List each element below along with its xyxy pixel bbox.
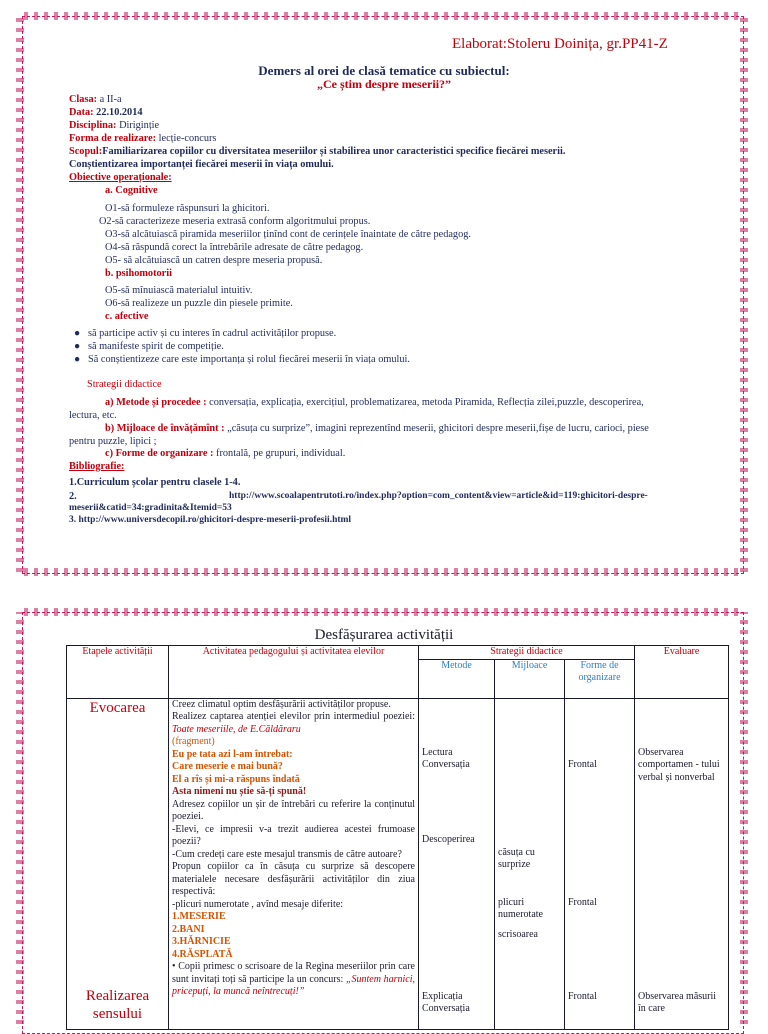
decorative-border: [740, 16, 748, 572]
forms-cell: [565, 698, 635, 1029]
poem-fragment: (fragment): [172, 736, 215, 747]
poem-title: Toate meseriile, de E.Căldăraru: [172, 723, 301, 735]
bibliography-item: 2.: [69, 491, 77, 502]
poem-verse: Eu pe tata azi l-am întrebat:: [172, 748, 293, 760]
date-line: [69, 106, 143, 119]
decorative-border: [16, 16, 24, 572]
header-means: Mijloace: [495, 659, 565, 698]
affective-label: c. afective: [105, 311, 149, 322]
forms-line: [105, 447, 345, 460]
method-item: Explicația: [422, 990, 463, 1002]
forms-value: frontală, pe grupuri, individual.: [213, 448, 346, 459]
bibliography-link[interactable]: 3. http://www.universdecopil.ro/ghicitori-despre-meserii-profesii.html: [69, 515, 352, 525]
decorative-border: [24, 12, 744, 20]
author-line: Elaborat:Stoleru Doinița, gr.PP41-Z: [452, 36, 668, 52]
scope-value-2: Conștientizarea importanței fiecărei meserii în viața omului.: [69, 159, 334, 170]
envelope-message: 1.MESERIE: [172, 911, 226, 922]
envelope-message: 4.RĂSPLATĂ: [172, 948, 233, 960]
stage-realization: Realizarea sensului: [85, 987, 150, 1022]
method-item: Lectura: [422, 746, 453, 758]
affective-item: ● Să conștientizeze care este importanța și rolul fiecărei meserii în viața omului.: [74, 354, 410, 365]
objective-item: O5- să alcătuiască un catren despre meseria propusă.: [105, 255, 323, 266]
class-label: Clasa:: [69, 94, 98, 105]
form-item: Frontal: [568, 896, 597, 908]
methods-line: [105, 396, 644, 409]
means-label: b) Mijloace de învățămînt :: [105, 423, 225, 434]
envelope-message: 3.HĂRNICIE: [172, 936, 231, 947]
table-title: Desfășurarea activității: [314, 627, 454, 643]
discipline-label: Disciplina:: [69, 120, 117, 131]
table-header-row: [67, 646, 729, 660]
psychomotor-label: b. psihomotorii: [105, 268, 172, 279]
form-line: [69, 132, 216, 145]
activity-cell: [169, 698, 419, 1029]
header-evaluation: Evaluare: [635, 646, 729, 699]
class-value: a II-a: [97, 94, 122, 105]
activity-text: • Copii primesc o scrisoare de la Regina meseriilor prin care sunt invitați toți să participe la un concurs: „Suntem harnici, pricepuți, la muncă neîntrecuți!”: [172, 961, 415, 997]
method-item: Descoperirea: [422, 833, 475, 845]
activity-text: Propun copiilor ca în căsuța cu surprize să descopere materialele necesare desfășurării activităților din ziua respectivă:: [172, 861, 415, 897]
activity-text: Realizez captarea atenției elevilor prin intermediul poeziei: Toate meseriile, de E.Căldăraru: [172, 711, 415, 735]
header-activity: Activitatea pedagogului și activitatea elevilor: [169, 646, 419, 699]
decorative-border: [24, 608, 744, 616]
means-item: căsuța cu surprize: [498, 846, 535, 870]
activity-question: -Cum credeți care este mesajul transmis de către autoare?: [172, 848, 402, 860]
objective-item: O1-să formuleze răspunsuri la ghicitori.: [105, 203, 270, 214]
date-value: 22.10.2014: [93, 107, 143, 118]
bullet-icon: ●: [74, 354, 81, 365]
bibliography-item: 1.Curriculum școlar pentru clasele 1-4.: [69, 477, 241, 488]
envelope-message: 2.BANI: [172, 923, 205, 935]
activity-text: -plicuri numerotate , avînd mesaje diferite:: [172, 898, 344, 910]
poem-verse: El a rîs și mi-a răspuns îndată: [172, 773, 300, 785]
scope-label: Scopul:: [69, 146, 103, 157]
form-item: Frontal: [568, 990, 597, 1002]
letter-quote: „Suntem harnici, pricepuți, la muncă neîntrecuți!”: [172, 973, 415, 997]
cognitive-label: a. Cognitive: [105, 185, 158, 196]
activity-question: -Elevi, ce impresii v-a trezit audierea acestei frumoase poezii?: [172, 823, 415, 847]
activity-text: Adresez copiilor un șir de întrebări cu referire la conținutul poeziei.: [172, 798, 415, 822]
date-label: Data:: [69, 107, 94, 118]
means-value: „căsuța cu surprize”, imagini reprezentînd meserii, ghicitori despre meserii,fișe de lucru, carioci, piese: [224, 423, 649, 434]
affective-item: ● să manifeste spirit de competiție.: [74, 341, 224, 352]
class-line: [69, 93, 122, 106]
methods-value-2: lectura, etc.: [69, 410, 117, 421]
discipline-line: [69, 119, 159, 132]
evaluation-cell: [635, 698, 729, 1029]
stage-evocation: Evocarea: [89, 699, 146, 716]
objectives-heading: Obiective operaționale:: [69, 172, 172, 183]
header-strategies: Strategii didactice: [419, 646, 635, 660]
header-stage: Etapele activității: [67, 646, 169, 699]
header-forms: Forme de organizare: [565, 659, 635, 698]
activity-table: [66, 645, 729, 1030]
bibliography-heading: Bibliografie:: [69, 461, 125, 472]
means-line: [105, 422, 649, 435]
page-title: Demers al orei de clasă tematice cu subiectul:: [258, 63, 510, 78]
form-item: Frontal: [568, 758, 597, 770]
objective-item: O3-să alcătuiască piramida meseriilor ținînd cont de cerințele înaintate de către pedagog.: [105, 229, 471, 240]
scope-line: [69, 145, 565, 158]
decorative-border: [740, 612, 748, 1024]
form-value: lecție-concurs: [156, 133, 217, 144]
objective-item: O4-să răspundă corect la întrebările adresate de către pedagog.: [105, 242, 364, 253]
poem-verse: Care meserie e mai bună?: [172, 761, 283, 772]
means-item: scrisoarea: [498, 928, 538, 940]
strategies-heading: Strategii didactice: [87, 379, 162, 390]
poem-verse: Asta nimeni nu știe să-ți spună!: [172, 786, 307, 797]
bullet-icon: ●: [74, 341, 81, 352]
form-label: Forma de realizare:: [69, 133, 157, 144]
decorative-border: [16, 612, 24, 1024]
header-methods: Metode: [419, 659, 495, 698]
bullet-icon: ●: [74, 328, 81, 339]
methods-value: conversația, explicația, exercițiul, problematizarea, metoda Piramida, Reflecția zilei,puzzle, descoperirea,: [206, 397, 644, 408]
decorative-border: [24, 568, 744, 576]
discipline-value: Diriginție: [116, 120, 160, 131]
objective-item: O2-să caracterizeze meseria extrasă conform algoritmului propus.: [99, 216, 371, 227]
forms-label: c) Forme de organizare :: [105, 448, 214, 459]
methods-label: a) Metode și procedee :: [105, 397, 207, 408]
objective-item: O5-să mînuiască materialul intuitiv.: [105, 285, 253, 296]
scope-value: Familiarizarea copiilor cu diversitatea meseriilor și stabilirea unor caracteristici specifice fiecărei meserii.: [102, 146, 566, 157]
method-item: Conversația: [422, 758, 470, 770]
bibliography-link[interactable]: meserii&catid=34:gradinita&Itemid=53: [69, 503, 232, 513]
activity-text: Creez climatul optim desfășurării activităților propuse.: [172, 698, 391, 710]
evaluation-item: Observarea comportamen - tului verbal și nonverbal: [638, 746, 720, 783]
means-cell: [495, 698, 565, 1029]
stage-cell: [67, 698, 169, 1029]
method-item: Conversația: [422, 1002, 470, 1014]
affective-item: ● să participe activ și cu interes în cadrul activităților propuse.: [74, 328, 337, 339]
means-value-2: pentru puzzle, lipici ;: [69, 436, 157, 447]
bibliography-link[interactable]: http://www.scoalapentrutoti.ro/index.php?option=com_content&view=article&id=119:ghicitori-despre-: [229, 491, 648, 501]
means-item: plicuri numerotate: [498, 896, 543, 920]
page-subtitle: „Ce știm despre meserii?”: [316, 77, 452, 91]
objective-item: O6-să realizeze un puzzle din piesele primite.: [105, 298, 293, 309]
evaluation-item: Observarea măsurii în care: [638, 990, 717, 1014]
table-row: [67, 698, 729, 1029]
methods-cell: [419, 698, 495, 1029]
